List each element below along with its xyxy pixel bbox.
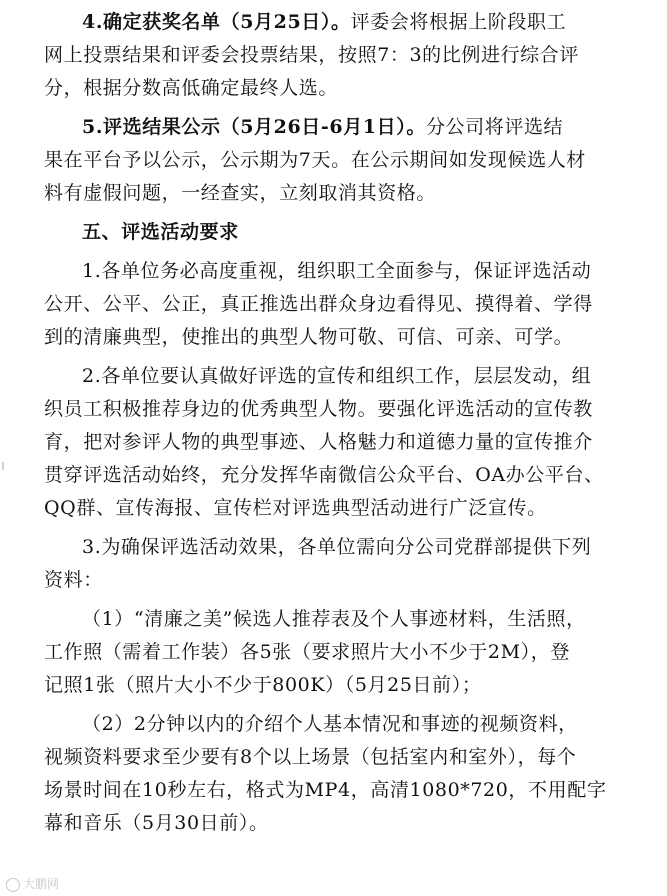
item3-line2: 资料： [44,569,103,591]
watermark [6,875,59,892]
page-edge-mark [2,462,4,470]
item1-line2: 公开、公平、公正，真正推选出群众身边看得见、摸得着、学得 [44,293,593,315]
section4-line1 [44,6,637,39]
sub2-line4: 幕和音乐（5月30日前）。 [44,812,269,834]
sub1-line1: （1）“清廉之美”候选人推荐表及个人事迹材料，生活照， [82,608,586,630]
item2-line1: 2.各单位要认真做好评选的宣传和组织工作，层层发动，组 [82,365,592,387]
section5-line1 [44,111,637,144]
item2-line5: QQ群、宣传海报、宣传栏对评选典型活动进行广泛宣传。 [44,497,547,519]
item2-line4: 贯穿评选活动始终，充分发挥华南微信公众平台、OA办公平台、 [44,464,604,486]
section5-line3: 料有虚假问题，一经查实，立刻取消其资格。 [44,182,437,204]
section5-line2: 果在平台予以公示，公示期为7天。在公示期间如发现候选人材 [44,149,586,171]
item1-line1: 1.各单位务必高度重视，组织职工全面参与，保证评选活动 [82,260,592,282]
watermark-text: 大鹏网 [23,877,60,891]
item1-line3: 到的清廉典型，使推出的典型人物可敬、可信、可亲、可学。 [44,326,574,348]
sub1-line3: 记照1张（照片大小不少于800K）（5月25日前）； [44,674,482,696]
watermark-logo-icon [6,878,20,892]
section5-heading: 5.评选结果公示（5月26日-6月1日）。 [82,116,426,138]
section4-heading: 4.确定获奖名单（5月25日）。 [82,11,351,33]
section4-line3: 分，根据分数高低确定最终人选。 [44,77,339,99]
item2-line2: 织员工积极推荐身边的优秀典型人物。要强化评选活动的宣传教 [44,398,593,420]
item2-line3: 育，把对参评人物的典型事迹、人格魅力和道德力量的宣传推介 [44,431,593,453]
sub2-line3: 场景时间在10秒左右，格式为MP4，高清1080*720，不用配字 [44,779,607,801]
sub2-line1: （2）2分钟以内的介绍个人基本情况和事迹的视频资料， [82,713,578,735]
sub2-line2: 视频资料要求至少要有8个以上场景（包括室内和室外），每个 [44,746,577,768]
section4-text: 评委会将根据上阶段职工 [350,11,567,33]
section5-text: 分公司将评选结 [425,116,564,138]
part5-title: 五、评选活动要求 [82,221,239,243]
section4-line2: 网上投票结果和评委会投票结果，按照7：3的比例进行综合评 [44,44,579,66]
item3-line1: 3.为确保评选活动效果，各单位需向分公司党群部提供下列 [82,536,592,558]
sub1-line2: 工作照（需着工作装）各5张（要求照片大小不少于2M），登 [44,641,570,663]
